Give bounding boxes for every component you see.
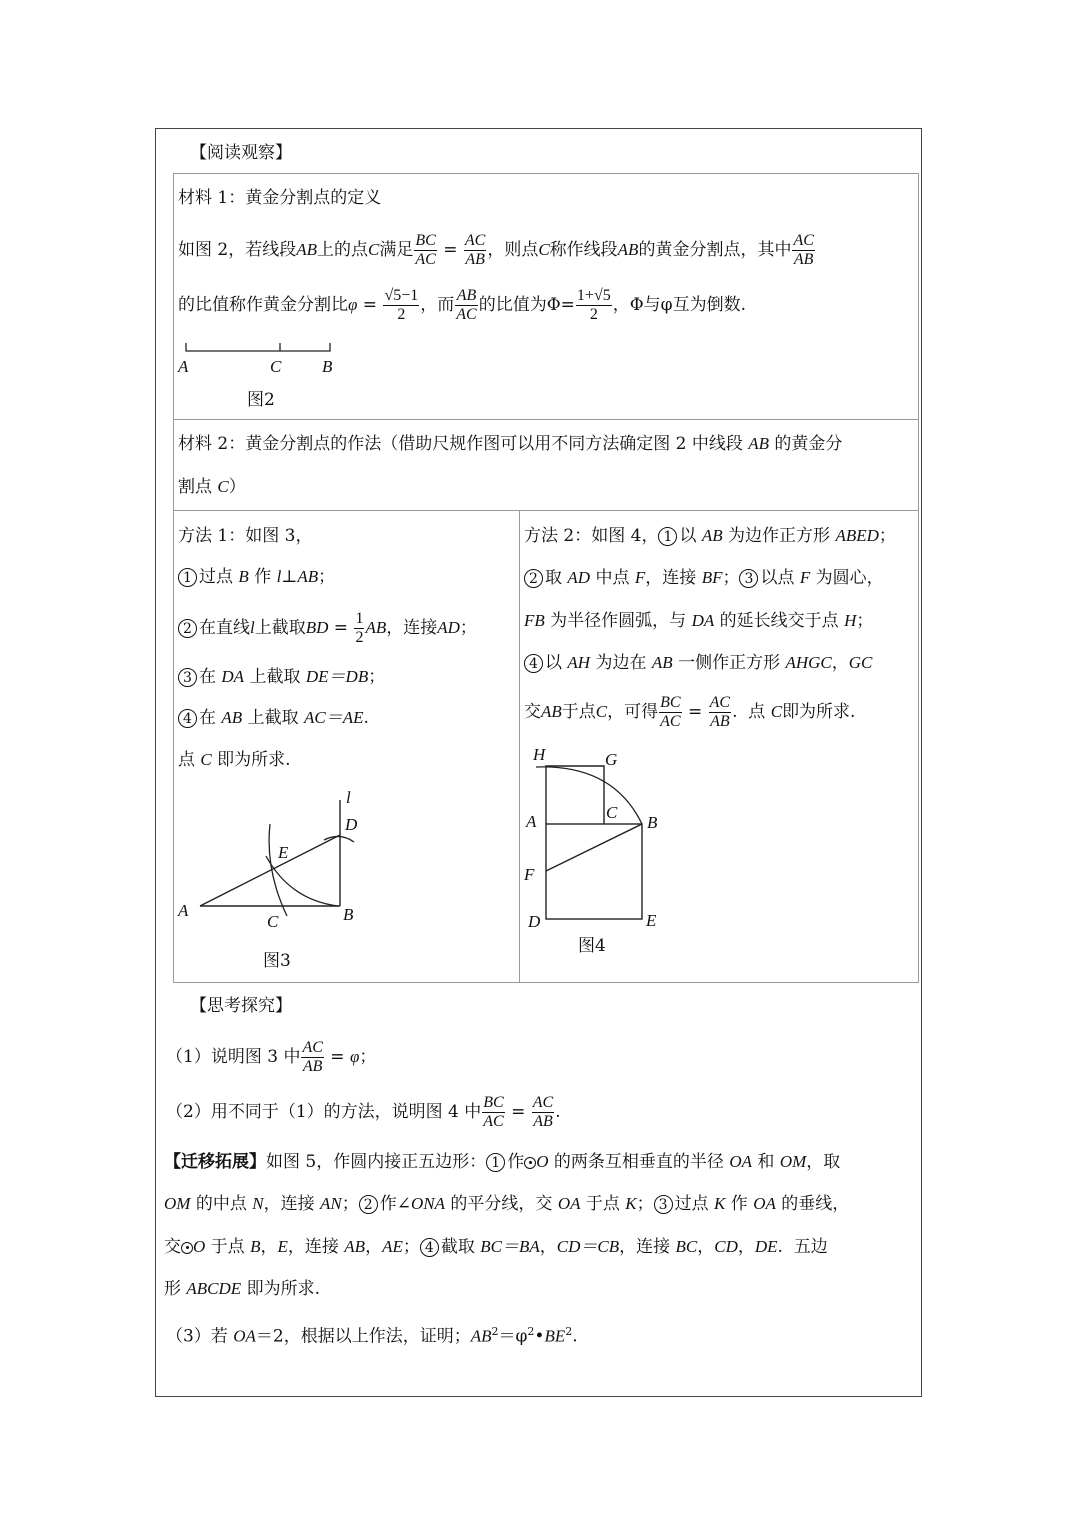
denominator: 2 (397, 305, 406, 323)
math-B: B (238, 567, 249, 586)
math-AB: AB (470, 1326, 492, 1346)
text: ＝φ (498, 1326, 528, 1347)
text: 上的点 (317, 240, 369, 260)
method1-step1 (178, 567, 335, 587)
text: 一侧作正方形 (672, 653, 786, 673)
math-l: l (250, 618, 255, 637)
math-l: l (276, 567, 282, 586)
fraction-one-half (354, 610, 364, 647)
text: . (363, 708, 369, 728)
text: ，连接 (287, 1237, 345, 1257)
numerator: 1+√5 (576, 286, 611, 304)
perp-symbol: ⊥ (281, 567, 298, 587)
text: ，连接 (263, 1194, 321, 1214)
text: 的黄金分割点，其中 (638, 240, 792, 260)
material1-title: 材料 1：黄金分割点的定义 (178, 188, 382, 208)
text: 方法 2：如图 4， (524, 526, 659, 546)
circled-number-4: 4 (178, 709, 197, 728)
math-OA: OA (233, 1326, 256, 1346)
text: 的中点 (190, 1194, 253, 1214)
question-1 (166, 1035, 376, 1079)
question-3 (166, 1322, 578, 1347)
circled-number-3: 3 (178, 668, 197, 687)
text: 如图 2，若线段 (178, 240, 297, 260)
numerator: 1 (355, 609, 364, 627)
math-AB: AB (296, 240, 318, 259)
text: ， (260, 1237, 278, 1257)
math-ONA: ONA (411, 1194, 445, 1213)
circle-symbol-icon (181, 1242, 193, 1254)
math-N: N (252, 1194, 264, 1213)
table-border-top (173, 173, 919, 174)
text: ， (365, 1237, 383, 1257)
superscript: 2 (565, 1325, 573, 1338)
numerator: AC (532, 1093, 554, 1111)
math-BF: BF (701, 568, 723, 587)
extension-line2 (164, 1194, 849, 1214)
text: 于点 (580, 1194, 626, 1214)
circled-number-1: 1 (486, 1153, 505, 1172)
text: 以点 (760, 568, 800, 588)
text: 的比值称作黄金分割比 (178, 295, 348, 315)
math-OM: OM (164, 1194, 191, 1213)
denominator: AC (483, 1112, 504, 1130)
fraction-BC-AC (414, 232, 436, 269)
table-divider-2 (173, 510, 919, 511)
math-DE: DE (754, 1237, 778, 1256)
fig4-label-A: A (526, 812, 537, 831)
denominator: AB (793, 250, 814, 268)
text: ； (368, 667, 386, 687)
numerator: BC (483, 1093, 504, 1111)
extension-line4 (164, 1279, 320, 1299)
text: 点 (178, 750, 201, 770)
circled-number-2: 2 (524, 569, 543, 588)
text: 材料 2：黄金分割点的作法（借助尺规作图可以用不同方法确定图 2 中线段 (178, 434, 749, 454)
text: ； (722, 568, 740, 588)
extension-line1 (164, 1152, 840, 1172)
numerator: √5−1 (384, 286, 419, 304)
numerator: BC (415, 231, 436, 249)
math-DA: DA (691, 611, 715, 630)
math-BD: BD (305, 618, 329, 637)
numerator: AC (464, 231, 486, 249)
circled-number-3: 3 (654, 1195, 673, 1214)
fig4-label-H: H (533, 745, 546, 764)
text: ，取 (806, 1152, 841, 1172)
math-F: F (634, 568, 646, 587)
material2-title-line1 (178, 434, 842, 454)
fig3-caption: 图3 (263, 951, 291, 971)
denominator: 2 (355, 628, 364, 646)
math-AB: AB (701, 526, 723, 545)
fig2-caption: 图2 (247, 390, 275, 410)
text: 和 (752, 1152, 780, 1172)
text: 在 (199, 708, 222, 728)
numerator: AC (302, 1038, 323, 1056)
math-C: C (368, 240, 380, 259)
text: 上截取 (244, 667, 306, 687)
circled-number-2: 2 (178, 619, 197, 638)
section-title-thinking: 【思考探究】 (190, 996, 292, 1016)
text: 于点 (205, 1237, 251, 1257)
math-O: O (536, 1152, 549, 1171)
text: ，连接 (645, 568, 702, 588)
material2-title-line2 (178, 477, 246, 497)
math-H: H (844, 611, 857, 630)
text: 即为所求. (211, 750, 291, 770)
equals: = (324, 1047, 350, 1067)
circled-number-3: 3 (739, 569, 758, 588)
fig4-label-B: B (647, 813, 658, 832)
text: 的比值为Φ= (478, 295, 575, 315)
text: 在 (199, 667, 222, 687)
math-CD-eq-CB: CD＝CB (556, 1237, 620, 1256)
text: 如图 5，作圆内接正五边形： (266, 1152, 487, 1172)
numerator: AB (456, 286, 477, 304)
fraction-phi (383, 287, 419, 324)
text: 取 (545, 568, 568, 588)
text: 交 (524, 702, 541, 722)
fig3-label-A: A (178, 901, 189, 920)
text: 的延长线交于点 (714, 611, 845, 631)
math-C: C (770, 702, 783, 721)
fraction-Phi (576, 287, 612, 324)
math-FB: FB (524, 611, 545, 630)
text: ； (459, 618, 477, 638)
table-border-right (918, 173, 919, 983)
text: ； (402, 1237, 420, 1257)
text: 中点 (590, 568, 635, 588)
math-AC-eq-AE: AC＝AE (304, 708, 364, 727)
text: 过点 (674, 1194, 715, 1214)
section-title-reading: 【阅读观察】 (190, 143, 292, 163)
denominator: AC (660, 712, 681, 730)
math-AB: AB (344, 1237, 366, 1256)
method2-line1 (524, 526, 896, 546)
text: 截取 (440, 1237, 481, 1257)
text: 以 (679, 526, 702, 546)
denominator: AC (415, 250, 436, 268)
text: . (572, 1326, 578, 1347)
fraction-BC-AC (659, 694, 681, 731)
text: 为半径作圆弧，与 (544, 611, 692, 631)
extension-line3 (164, 1237, 828, 1257)
denominator: AC (456, 305, 477, 323)
fig3-label-D: D (345, 815, 358, 834)
question-2 (166, 1090, 561, 1134)
text: 以 (545, 653, 568, 673)
section-title-extension: 【迁移拓展】 (164, 1152, 266, 1172)
text: ； (341, 1194, 359, 1214)
text: 形 (164, 1279, 187, 1299)
fraction-AC-AB (464, 232, 486, 269)
text: . 五边 (777, 1237, 828, 1257)
text: ； (318, 567, 336, 587)
equals: = (328, 618, 354, 638)
math-F: F (799, 568, 811, 587)
figure-3-diagram (170, 780, 420, 980)
math-C: C (538, 240, 550, 259)
fraction-AB-AC (455, 287, 477, 324)
fig4-label-F: F (524, 865, 535, 884)
math-OA: OA (729, 1152, 752, 1171)
fig2-label-B: B (322, 357, 333, 376)
method2-line4 (524, 653, 872, 673)
fig3-label-E: E (278, 843, 289, 862)
math-AB: AB (221, 708, 243, 727)
math-AB: AB (365, 618, 387, 637)
fig4-label-D: D (528, 912, 541, 931)
fig2-label-C: C (270, 357, 282, 376)
text: • (534, 1326, 545, 1347)
text: 即为所求. (782, 702, 856, 722)
text: 过点 (199, 567, 239, 587)
denominator: AB (465, 250, 485, 268)
circled-number-1: 1 (658, 527, 677, 546)
text: ，连接 (619, 1237, 676, 1257)
math-AHGC: AHGC (785, 653, 832, 672)
fig3-label-B: B (343, 905, 354, 924)
superscript: 2 (491, 1325, 499, 1338)
superscript: 2 (527, 1325, 535, 1338)
figure-4-diagram (518, 740, 718, 980)
method1-step2 (178, 606, 477, 650)
math-AB: AB (651, 653, 673, 672)
text: （3）若 (166, 1326, 234, 1347)
text: ＝2，根据以上作法，证明； (255, 1326, 471, 1347)
text: 作∠ (379, 1194, 411, 1214)
text: 为圆心， (810, 568, 884, 588)
math-OM: OM (779, 1152, 807, 1171)
math-AB: AB (617, 240, 639, 259)
math-BC-eq-BA: BC＝BA (480, 1237, 540, 1256)
math-CD: CD (714, 1237, 738, 1256)
math-AB: AB (748, 434, 770, 453)
equals: = (437, 240, 463, 260)
math-K: K (714, 1194, 726, 1213)
denominator: AB (533, 1112, 553, 1130)
material1-line2 (178, 283, 746, 327)
method2-line2 (524, 568, 884, 588)
math-phi: φ (349, 1047, 360, 1066)
fraction-AC-AB-2 (792, 232, 814, 269)
text: 割点 (178, 477, 218, 497)
fraction-AC-AB (301, 1039, 323, 1076)
text: 作 (725, 1194, 754, 1214)
text: 上截取 (242, 708, 304, 728)
text: 为边在 (590, 653, 652, 673)
method2-line3 (524, 611, 873, 631)
circled-number-4: 4 (420, 1238, 439, 1257)
math-K: K (625, 1194, 637, 1213)
text: ； (636, 1194, 654, 1214)
math-C: C (595, 702, 608, 721)
text: . (555, 1102, 561, 1122)
fig3-label-l: l (346, 788, 351, 807)
math-C: C (200, 750, 212, 769)
material1-line1 (178, 228, 816, 272)
math-B: B (250, 1237, 261, 1256)
text: ，而 (420, 295, 455, 315)
text: . 点 (732, 702, 771, 722)
numerator: AC (709, 693, 731, 711)
fig4-caption: 图4 (578, 936, 606, 956)
numerator: BC (660, 693, 681, 711)
text: 上截取 (254, 618, 306, 638)
math-DA: DA (221, 667, 245, 686)
text: 交 (164, 1237, 181, 1257)
math-BE: BE (544, 1326, 566, 1346)
text: ， (737, 1237, 755, 1257)
math-C: C (217, 477, 229, 496)
text: 于点 (561, 702, 596, 722)
text: 作 (248, 567, 277, 587)
equals: = (682, 702, 708, 722)
text: 的平分线，交 (445, 1194, 558, 1214)
text: 为边作正方形 (722, 526, 836, 546)
text: （2）用不同于（1）的方法，说明图 4 中 (166, 1102, 482, 1122)
text: ，连接 (386, 618, 438, 638)
math-AD: AD (567, 568, 591, 587)
math-AN: AN (320, 1194, 342, 1213)
numerator: AC (793, 231, 814, 249)
method1-conclusion (178, 750, 291, 770)
text: （1）说明图 3 中 (166, 1047, 301, 1067)
table-divider-1 (173, 419, 919, 420)
text: ； (878, 526, 896, 546)
fig2-label-A: A (178, 357, 189, 376)
fig4-label-E: E (646, 911, 657, 930)
text: 满足 (379, 240, 414, 260)
math-AB: AB (541, 702, 562, 721)
circled-number-2: 2 (359, 1195, 378, 1214)
math-GC: GC (848, 653, 873, 672)
table-border-bottom (173, 982, 919, 983)
math-AB: AB (297, 567, 319, 586)
equals: = (357, 295, 383, 315)
circle-symbol-icon (524, 1157, 536, 1169)
math-OA: OA (557, 1194, 581, 1213)
text: ， (697, 1237, 715, 1257)
equals: = (505, 1102, 531, 1122)
math-AE: AE (382, 1237, 403, 1256)
text: 即为所求. (241, 1279, 320, 1299)
math-AD: AD (437, 618, 460, 637)
fig4-label-C: C (606, 803, 618, 822)
text: 在直线 (199, 618, 250, 638)
text: 的垂线， (775, 1194, 850, 1214)
math-ABCDE: ABCDE (186, 1279, 242, 1298)
circled-number-4: 4 (524, 654, 543, 673)
math-BC: BC (675, 1237, 698, 1256)
text: ， (831, 653, 849, 673)
fraction-AC-AB (532, 1094, 554, 1131)
method1-step4 (178, 708, 369, 728)
math-OA: OA (753, 1194, 776, 1213)
text: 的黄金分 (769, 434, 843, 454)
fraction-AC-AB (709, 694, 731, 731)
math-E: E (277, 1237, 288, 1256)
fig4-label-G: G (605, 750, 618, 769)
text: ） (228, 477, 246, 497)
denominator: AB (710, 712, 730, 730)
math-DE-eq-DB: DE＝DB (305, 667, 369, 686)
method2-line5 (524, 690, 855, 734)
math-ABED: ABED (835, 526, 879, 545)
text: ，则点 (487, 240, 539, 260)
text: ； (856, 611, 874, 631)
text: ，可得 (607, 702, 659, 722)
method1-step3 (178, 667, 385, 687)
math-phi: φ (348, 295, 358, 314)
denominator: 2 (589, 305, 598, 323)
text: ； (359, 1047, 377, 1067)
math-O: O (193, 1237, 206, 1256)
denominator: AB (302, 1057, 323, 1075)
method1-title: 方法 1：如图 3， (178, 526, 313, 546)
text: ，Φ与φ互为倒数. (612, 295, 746, 315)
circled-number-1: 1 (178, 568, 197, 587)
fig3-label-C: C (267, 912, 279, 931)
math-AH: AH (567, 653, 591, 672)
text: 称作线段 (549, 240, 618, 260)
text: 的两条互相垂直的半径 (548, 1152, 730, 1172)
fraction-BC-AC (482, 1094, 504, 1131)
text: 作 (507, 1152, 525, 1172)
text: ， (539, 1237, 557, 1257)
